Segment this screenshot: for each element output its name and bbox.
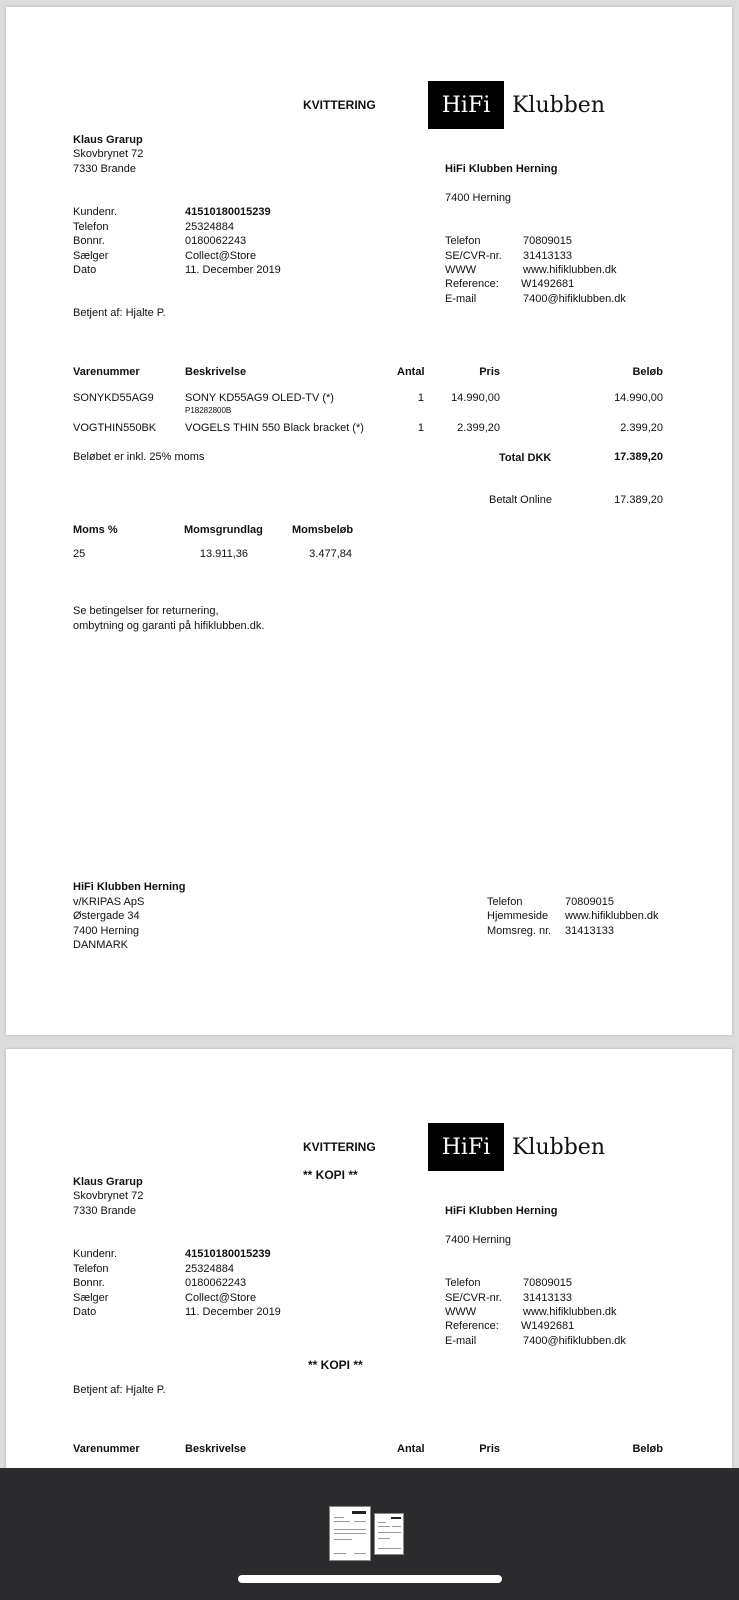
info-label: Dato <box>73 1306 97 1318</box>
info-value: 25324884 <box>185 221 234 233</box>
served-by: Betjent af: Hjalte P. <box>73 307 166 319</box>
customer-city: 7330 Brande <box>73 163 136 175</box>
info-label: Telefon <box>73 1263 109 1275</box>
table-row-item-no: VOGTHIN550BK <box>73 422 157 434</box>
logo-box-text: HiFi <box>428 1123 504 1171</box>
paid-label: Betalt Online <box>489 494 552 506</box>
page-thumbnail-1[interactable] <box>329 1506 371 1561</box>
customer-city: 7330 Brande <box>73 1205 136 1217</box>
logo-text: Klubben <box>512 1134 605 1160</box>
footer-line: v/KRIPAS ApS <box>73 896 145 908</box>
footer-info-value: www.hifiklubben.dk <box>565 910 659 922</box>
store-info-value: 31413133 <box>523 250 572 262</box>
paid-value: 17.389,20 <box>614 494 663 506</box>
col-header-price: Pris <box>479 1443 500 1455</box>
terms-line: ombytning og garanti på hifiklubben.dk. <box>73 620 265 632</box>
total-label: Total DKK <box>499 452 552 464</box>
info-label: Sælger <box>73 1292 109 1304</box>
footer-line: 7400 Herning <box>73 925 140 937</box>
store-info-value: 70809015 <box>523 1277 572 1289</box>
customer-number: 41510180015239 <box>185 1248 271 1260</box>
footer-info-label: Momsreg. nr. <box>487 925 552 937</box>
col-header-amount: Beløb <box>632 366 663 378</box>
copy-mark: ** KOPI ** <box>303 1168 358 1182</box>
store-city: 7400 Herning <box>445 1234 512 1246</box>
info-value: Collect@Store <box>185 1292 257 1304</box>
receipt-page-2-copy <box>6 1049 732 1469</box>
page-thumbnail-2[interactable] <box>374 1513 404 1555</box>
store-info-label: WWW <box>445 1306 477 1318</box>
store-info-value: 70809015 <box>523 235 572 247</box>
footer-store-name: HiFi Klubben Herning <box>73 881 186 893</box>
footer-info-label: Hjemmeside <box>487 910 549 922</box>
footer-info-value: 31413133 <box>565 925 614 937</box>
vat-header-base: Momsgrundlag <box>184 524 263 536</box>
col-header-item-no: Varenummer <box>73 1443 140 1455</box>
store-info-label: E-mail <box>445 293 477 305</box>
store-info-label: Reference: <box>445 278 499 290</box>
store-city: 7400 Herning <box>445 192 512 204</box>
store-info-label: E-mail <box>445 1335 477 1347</box>
info-value: 0180062243 <box>185 1277 247 1289</box>
table-row-price: 14.990,00 <box>451 392 500 404</box>
customer-street: Skovbrynet 72 <box>73 1190 144 1202</box>
customer-number: 41510180015239 <box>185 206 271 218</box>
home-indicator[interactable] <box>238 1575 502 1583</box>
footer-info-value: 70809015 <box>565 896 614 908</box>
footer-line: DANMARK <box>73 939 129 951</box>
info-label: Kundenr. <box>73 1248 118 1260</box>
copy-mark: ** KOPI ** <box>308 1358 363 1372</box>
logo-text: Klubben <box>512 92 605 118</box>
info-value: 0180062243 <box>185 235 247 247</box>
hifi-klubben-logo <box>428 81 618 129</box>
table-row-desc: SONY KD55AG9 OLED-TV (*) <box>185 392 334 404</box>
receipt-page-1 <box>6 7 732 1035</box>
col-header-item-no: Varenummer <box>73 366 140 378</box>
vat-header-pct: Moms % <box>73 524 118 536</box>
store-info-value: 7400@hifiklubben.dk <box>523 293 626 305</box>
served-by: Betjent af: Hjalte P. <box>73 1384 166 1396</box>
store-info-label: WWW <box>445 264 477 276</box>
store-name: HiFi Klubben Herning <box>445 163 558 175</box>
footer-info-label: Telefon <box>487 896 523 908</box>
table-row-item-no: SONYKD55AG9 <box>73 392 154 404</box>
store-info-label: Telefon <box>445 235 481 247</box>
info-value: Collect@Store <box>185 250 257 262</box>
table-row-amount: 2.399,20 <box>620 422 663 434</box>
store-info-value: W1492681 <box>521 1320 575 1332</box>
col-header-qty: Antal <box>397 366 425 378</box>
store-name: HiFi Klubben Herning <box>445 1205 558 1217</box>
store-info-label: Telefon <box>445 1277 481 1289</box>
col-header-desc: Beskrivelse <box>185 366 247 378</box>
table-row-qty: 1 <box>417 392 424 404</box>
table-row-qty: 1 <box>417 422 424 434</box>
info-value: 11. December 2019 <box>185 264 281 276</box>
receipt-title: KVITTERING <box>303 98 376 112</box>
table-row-price: 2.399,20 <box>457 422 500 434</box>
info-value: 11. December 2019 <box>185 1306 281 1318</box>
info-value: 25324884 <box>185 1263 234 1275</box>
vat-pct: 25 <box>73 548 86 560</box>
col-header-price: Pris <box>479 366 500 378</box>
store-info-value: www.hifiklubben.dk <box>523 264 617 276</box>
store-info-value: 31413133 <box>523 1292 572 1304</box>
store-info-value: 7400@hifiklubben.dk <box>523 1335 626 1347</box>
store-info-value: www.hifiklubben.dk <box>523 1306 617 1318</box>
customer-name: Klaus Grarup <box>73 1176 143 1188</box>
col-header-qty: Antal <box>397 1443 425 1455</box>
info-label: Bonnr. <box>73 1277 105 1289</box>
receipt-title: KVITTERING <box>303 1140 376 1154</box>
vat-amount: 3.477,84 <box>309 548 352 560</box>
vat-note: Beløbet er inkl. 25% moms <box>73 451 205 463</box>
col-header-desc: Beskrivelse <box>185 1443 247 1455</box>
info-label: Bonnr. <box>73 235 105 247</box>
store-info-label: SE/CVR-nr. <box>445 1292 502 1304</box>
info-label: Telefon <box>73 221 109 233</box>
logo-box-text: HiFi <box>428 81 504 129</box>
footer-line: Østergade 34 <box>73 910 140 922</box>
store-info-label: Reference: <box>445 1320 499 1332</box>
terms-line: Se betingelser for returnering, <box>73 605 219 617</box>
table-row-desc: VOGELS THIN 550 Black bracket (*) <box>185 422 364 434</box>
store-info-label: SE/CVR-nr. <box>445 250 502 262</box>
customer-name: Klaus Grarup <box>73 134 143 146</box>
store-info-value: W1492681 <box>521 278 575 290</box>
customer-street: Skovbrynet 72 <box>73 148 144 160</box>
vat-header-amount: Momsbeløb <box>292 524 354 536</box>
hifi-klubben-logo <box>428 1123 618 1171</box>
col-header-amount: Beløb <box>632 1443 663 1455</box>
info-label: Kundenr. <box>73 206 118 218</box>
info-label: Dato <box>73 264 97 276</box>
vat-base: 13.911,36 <box>199 548 248 560</box>
table-row-amount: 14.990,00 <box>614 392 663 404</box>
table-row-sub: P18282800B <box>185 406 232 415</box>
total-value: 17.389,20 <box>614 451 663 463</box>
info-label: Sælger <box>73 250 109 262</box>
